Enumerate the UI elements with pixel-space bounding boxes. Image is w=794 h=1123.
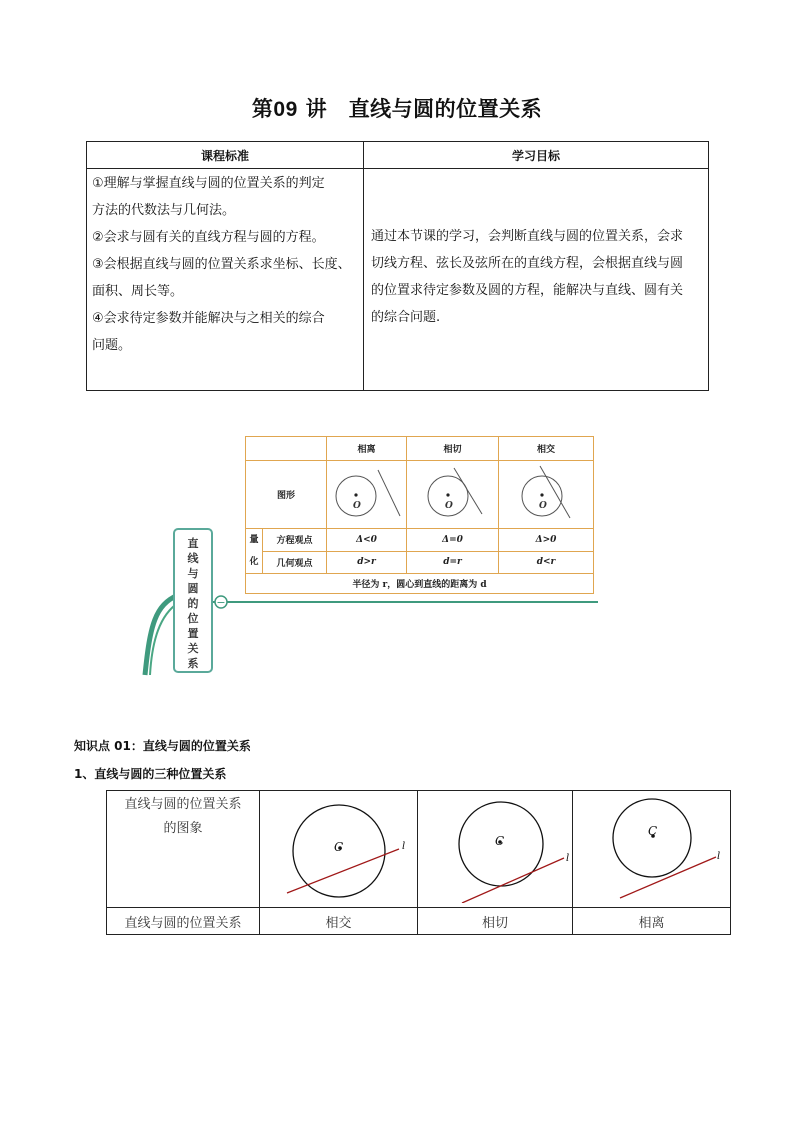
figure-tangent [407, 461, 499, 529]
node-char: 圆 [187, 582, 199, 595]
relations-table [106, 790, 731, 935]
knowledge-point-title: 知识点 01：直线与圆的位置关系 [74, 739, 251, 753]
standards-header: 课程标准 [87, 142, 364, 169]
page-title: 第09 讲 直线与圆的位置关系 [251, 96, 543, 121]
center-label: C [495, 834, 505, 848]
tangent-figure-cell [418, 791, 573, 908]
row-label-algebra: 方程观点 [263, 529, 327, 552]
circle-line-separate-icon [328, 462, 406, 524]
line-label: l [401, 841, 405, 852]
algebra-value: Δ>0 [499, 529, 594, 552]
caption-line: 直线与圆的位置关系 [124, 797, 242, 812]
line-label: l [566, 853, 570, 864]
collapse-toggle-label: − [216, 596, 226, 609]
standards-line: 面积、周长等。 [92, 284, 184, 299]
separate-figure [574, 791, 730, 903]
caption-line: 的图象 [163, 821, 203, 836]
figure-intersect [499, 461, 594, 529]
row-label-geometry: 几何观点 [263, 551, 327, 574]
node-char: 与 [187, 567, 199, 580]
objectives-line: 通过本节课的学习，会判断直线与圆的位置关系，会求 [371, 228, 684, 244]
objectives-cell [364, 169, 709, 391]
relation-separate: 相离 [573, 908, 731, 935]
node-char: 置 [187, 627, 199, 640]
image-caption [107, 791, 260, 908]
standards-line: ③会根据直线与圆的位置关系求坐标、长度、 [92, 257, 351, 272]
node-char: 关 [187, 642, 199, 655]
row-label: 直线与圆的位置关系 [107, 908, 260, 935]
col-header: 相切 [407, 437, 499, 461]
node-char: 位 [187, 612, 199, 625]
relation-summary-table [245, 436, 594, 594]
standards-line: ④会求待定参数并能解决与之相关的综合 [92, 311, 325, 326]
standards-line: 问题。 [92, 338, 132, 353]
quantify-label: 量 化 [246, 529, 263, 574]
figure-separate [327, 461, 407, 529]
geometry-value: d<r [499, 551, 594, 574]
objectives-header: 学习目标 [364, 142, 709, 169]
center-label: O [352, 501, 361, 511]
col-header: 相离 [327, 437, 407, 461]
geometry-value: d>r [327, 551, 407, 574]
geometry-value: d=r [407, 551, 499, 574]
circle-line-intersect-icon [500, 462, 592, 524]
row-label-figure: 图形 [246, 461, 327, 529]
objectives-line: 的位置求待定参数及圆的方程，能解决与直线、圆有关 [371, 282, 684, 298]
course-standards-table [86, 141, 709, 391]
algebra-value: Δ<0 [327, 529, 407, 552]
col-header: 相交 [499, 437, 594, 461]
footnote: 半径为 r，圆心到直线的距离为 d [246, 574, 594, 594]
relation-intersect: 相交 [260, 908, 418, 935]
standards-line: ②会求与圆有关的直线方程与圆的方程。 [92, 230, 325, 245]
tangent-figure [418, 791, 572, 903]
corner-cell [246, 437, 327, 461]
node-char: 线 [187, 552, 199, 565]
objectives-line: 切线方程、弦长及弦所在的直线方程，会根据直线与圆 [371, 255, 684, 271]
algebra-value: Δ=0 [407, 529, 499, 552]
center-label: O [444, 501, 453, 511]
standards-line: 方法的代数法与几何法。 [92, 203, 236, 218]
intersect-figure-cell [260, 791, 418, 908]
objectives-line: 的综合问题. [371, 309, 441, 325]
center-label: C [333, 840, 343, 854]
standards-line: ①理解与掌握直线与圆的位置关系的判定 [92, 176, 325, 191]
relation-tangent: 相切 [418, 908, 573, 935]
line-label: l [716, 851, 720, 862]
node-char: 的 [187, 597, 199, 610]
standards-cell [87, 169, 364, 391]
node-char: 系 [187, 657, 199, 670]
center-label: C [647, 824, 657, 838]
intersect-figure [261, 791, 417, 903]
separate-figure-cell [573, 791, 731, 908]
subsection-title: 1、直线与圆的三种位置关系 [74, 767, 227, 781]
node-char: 直 [187, 537, 199, 550]
center-label: O [539, 501, 547, 511]
circle-line-tangent-icon [408, 462, 498, 524]
